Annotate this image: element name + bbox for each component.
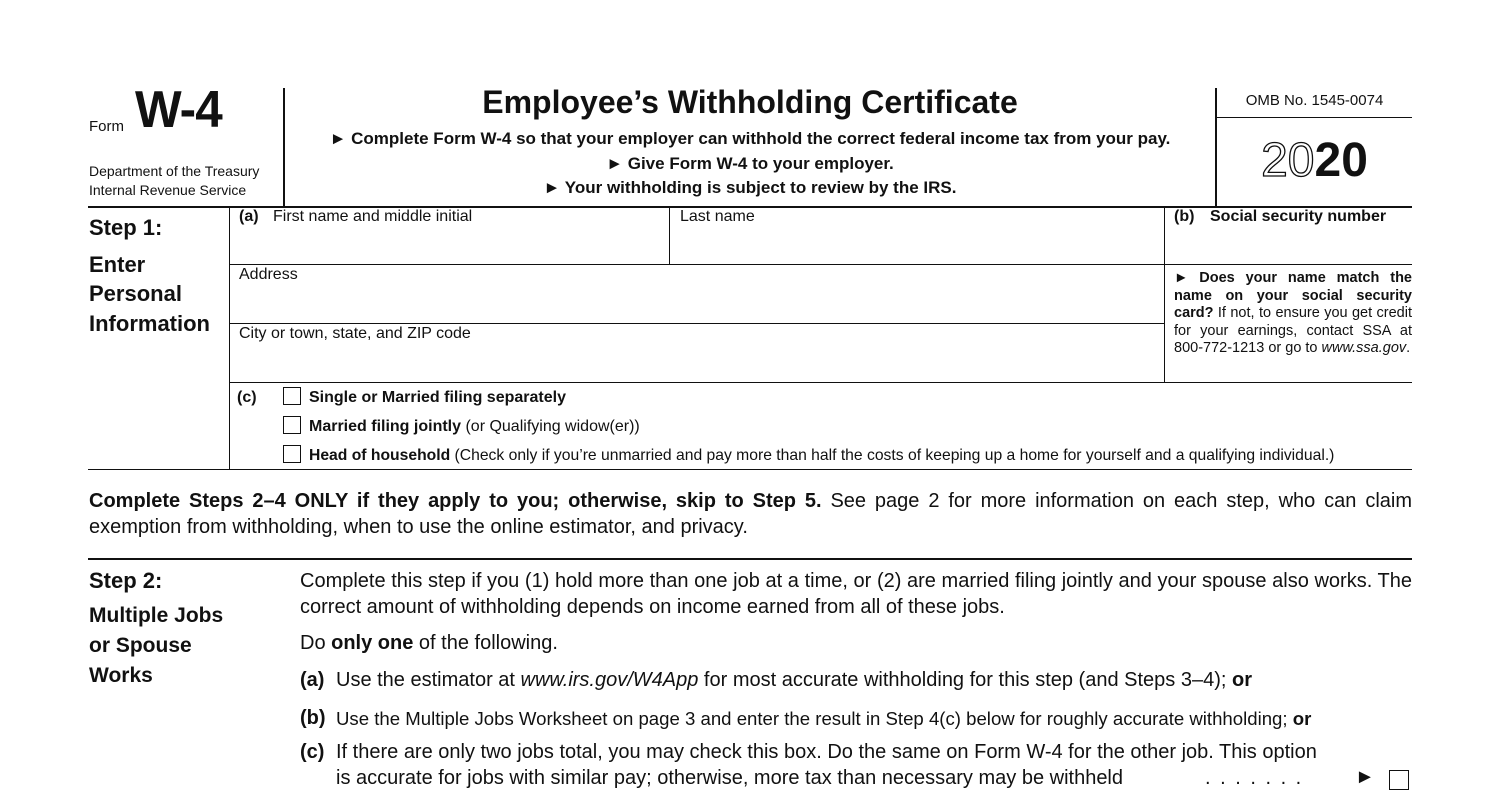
marker-b: (b) (1174, 208, 1195, 225)
form-number: W-4 (135, 81, 222, 139)
step2-option-c-line2: is accurate for jobs with similar pay; otherwise, more tax than necessary may be withheld (336, 767, 1124, 789)
do-post: of the following. (413, 632, 558, 654)
step2-marker-a: (a) (300, 669, 325, 691)
step1-bottom-rule (88, 469, 1412, 470)
ssn-note-text: If not, to ensure you get credit for your earnings, contact SSA at 800-772-1213 or go to (1174, 305, 1412, 356)
form-title: Employee’s Withholding Certificate (482, 84, 1018, 120)
option-c-dots: . . . . . . . (1205, 767, 1304, 789)
option-a-post: for most accurate withholding for this step (and Steps 3–4); (698, 669, 1232, 691)
w4app-link[interactable]: www.irs.gov/W4App (520, 669, 699, 691)
city-field[interactable] (231, 347, 1163, 381)
ssa-link[interactable]: www.ssa.gov (1321, 340, 1407, 356)
step2-title-line1: Multiple Jobs (89, 604, 224, 627)
filing-hoh-label (309, 447, 1334, 465)
step2-option-c-line1: If there are only two jobs total, you may check this box. Do the same on Form W-4 for the other job. This option (336, 741, 1317, 763)
do-pre: Do (300, 632, 332, 654)
name-divider (669, 207, 670, 264)
filing-joint-bold: Married filing jointly (309, 418, 462, 435)
step1-title-line3: Information (89, 311, 210, 336)
step2-label: Step 2: (89, 568, 163, 593)
option-c-arrow: ► (1355, 766, 1375, 788)
last-name-field[interactable] (671, 230, 1163, 263)
step2-title-line2: or Spouse (89, 634, 192, 657)
address-label: Address (239, 266, 298, 283)
first-name-label: First name and middle initial (273, 208, 473, 225)
marker-a: (a) (239, 208, 259, 225)
option-b-text: Use the Multiple Jobs Worksheet on page 3 and enter the result in Step 4(c) below for roughly accurate withholding; (336, 708, 1293, 729)
instruction-review: ► Your withholding is subject to review by the IRS. (543, 178, 957, 197)
form-word: Form (89, 118, 124, 135)
step1-label: Step 1: (89, 215, 163, 240)
city-label: City or town, state, and ZIP code (239, 325, 471, 342)
filing-single-checkbox[interactable] (283, 387, 301, 405)
last-name-label: Last name (680, 208, 755, 225)
filing-joint-rest: (or Qualifying widow(er)) (461, 418, 640, 435)
filing-single-bold: Single or Married filing separately (309, 389, 566, 406)
address-rule (230, 323, 1164, 324)
filing-hoh-checkbox[interactable] (283, 445, 301, 463)
filing-single-label (309, 389, 566, 407)
tax-year (1217, 134, 1412, 188)
step2-top-rule (88, 558, 1412, 560)
filing-joint-checkbox[interactable] (283, 416, 301, 434)
step2-intro: Complete this step if you (1) hold more than one job at a time, or (2) are married filing jointly and your spouse also works. The correct amount of withholding depends on income earned from all of these jobs. (300, 570, 1412, 618)
step1-divider (229, 207, 230, 470)
steps-note (89, 488, 1412, 540)
ssn-label: Social security number (1210, 208, 1387, 225)
omb-divider (1217, 117, 1412, 118)
ssn-note (1174, 270, 1412, 358)
dept-treasury: Department of the Treasury (89, 163, 260, 179)
step2-marker-b: (b) (300, 707, 326, 729)
step2-marker-c: (c) (300, 741, 325, 763)
instruction-withhold: ► Complete Form W-4 so that your employer can withhold the correct federal income tax from your pay. (329, 129, 1171, 148)
step2-option-b (336, 708, 1311, 730)
step2-title-line3: Works (89, 664, 153, 687)
step1-title-line2: Personal (89, 281, 182, 306)
steps-note-bold: Complete Steps 2–4 ONLY if they apply to you; otherwise, skip to Step 5. (89, 490, 822, 512)
tax-year-outline: 20 (1261, 134, 1315, 187)
two-jobs-checkbox[interactable] (1389, 770, 1409, 790)
address-field[interactable] (231, 288, 1163, 322)
filing-hoh-rest: (Check only if you’re unmarried and pay more than half the costs of keeping up a home for yourself and a qualifying individual.) (450, 447, 1335, 464)
tax-year-solid: 20 (1314, 134, 1368, 187)
row1-rule (230, 264, 1412, 265)
ssn-note-question: ► Does your name match the name on your social security card? (1174, 270, 1412, 321)
option-a-or: or (1231, 669, 1252, 691)
row3-rule (230, 382, 1412, 383)
filing-joint-label (309, 418, 640, 436)
filing-hoh-bold: Head of household (309, 447, 451, 464)
first-name-field[interactable] (231, 230, 668, 263)
step1-title-line1: Enter (89, 252, 146, 277)
do-bold: only one (331, 632, 414, 654)
option-a-pre: Use the estimator at (336, 669, 521, 691)
marker-c: (c) (237, 389, 257, 406)
irs-label: Internal Revenue Service (89, 182, 247, 198)
ssn-divider (1164, 207, 1165, 383)
step2-option-a (336, 669, 1252, 692)
step2-do-one (300, 632, 558, 655)
instruction-give: ► Give Form W-4 to your employer. (606, 154, 894, 173)
option-b-or: or (1292, 708, 1312, 729)
omb-number: OMB No. 1545-0074 (1245, 92, 1384, 109)
ssn-note-end: . (1406, 340, 1411, 356)
ssn-field[interactable] (1166, 230, 1412, 263)
steps-note-rest: See page 2 for more information on each step, who can claim exemption from withholding, when to use the online estimator, and privacy. (89, 490, 1412, 538)
